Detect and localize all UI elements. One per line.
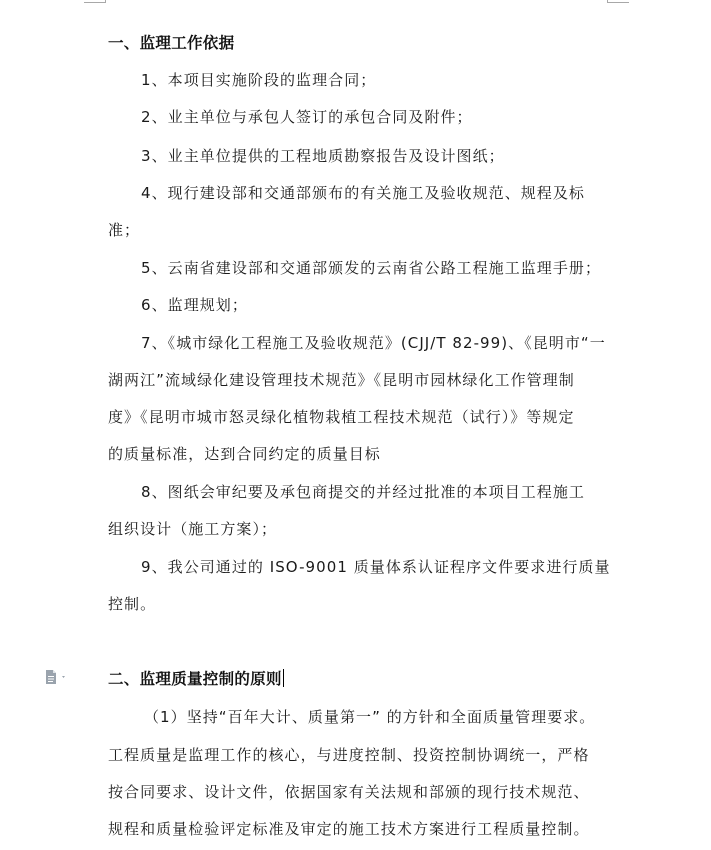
paragraph-line: 控制。: [108, 595, 157, 613]
paragraph-line: 规程和质量检验评定标准及审定的施工技术方案进行工程质量控制。: [108, 820, 590, 838]
document-icon[interactable]: [45, 669, 69, 685]
paragraph-line: 8、图纸会审纪要及承包商提交的并经过批准的本项目工程施工: [141, 483, 585, 501]
paragraph-line: 1、本项目实施阶段的监理合同；: [141, 71, 377, 89]
paragraph-line: 的质量标准，达到合同约定的质量目标: [108, 445, 381, 463]
section-heading-text: 二、监理质量控制的原则: [108, 670, 282, 688]
paragraph-line: 工程质量是监理工作的核心，与进度控制、投资控制协调统一，严格: [108, 746, 590, 764]
paragraph-line: 4、现行建设部和交通部颁布的有关施工及验收规范、规程及标: [141, 184, 585, 202]
crop-mark-top-right-vertical: [607, 0, 608, 3]
paragraph-line: 5、云南省建设部和交通部颁发的云南省公路工程施工监理手册；: [141, 259, 601, 277]
text-cursor: [283, 669, 285, 687]
paragraph-line: 组织设计（施工方案）；: [108, 520, 278, 538]
paragraph-line: （1）坚持“百年大计、质量第一” 的方针和全面质量管理要求。: [144, 708, 596, 726]
crop-mark-top-left-vertical: [105, 0, 106, 3]
paragraph-line: 3、业主单位提供的工程地质勘察报告及设计图纸；: [141, 147, 505, 165]
crop-mark-top-left: [84, 2, 106, 3]
section-heading-principles: [108, 667, 284, 689]
paragraph-line: 7、《城市绿化工程施工及验收规范》(CJJ/T 82-99)、《昆明市“一: [141, 334, 606, 352]
paragraph-line: 9、我公司通过的 ISO-9001 质量体系认证程序文件要求进行质量: [141, 558, 611, 576]
paragraph-line: 湖两江”流域绿化建设管理技术规范》《昆明市园林绿化工作管理制: [108, 371, 575, 389]
paragraph-line: 度》《昆明市城市怒灵绿化植物栽植工程技术规范（试行）》等规定: [108, 408, 575, 426]
crop-mark-top-right: [607, 2, 629, 3]
paragraph-line: 2、业主单位与承包人签订的承包合同及附件；: [141, 108, 473, 126]
paragraph-line: 按合同要求、设计文件，依据国家有关法规和部颁的现行技术规范、: [108, 783, 590, 801]
paragraph-line: 6、监理规划；: [141, 296, 248, 314]
paragraph-line: 准；: [108, 221, 141, 239]
section-heading-basis: 一、监理工作依据: [108, 34, 235, 52]
